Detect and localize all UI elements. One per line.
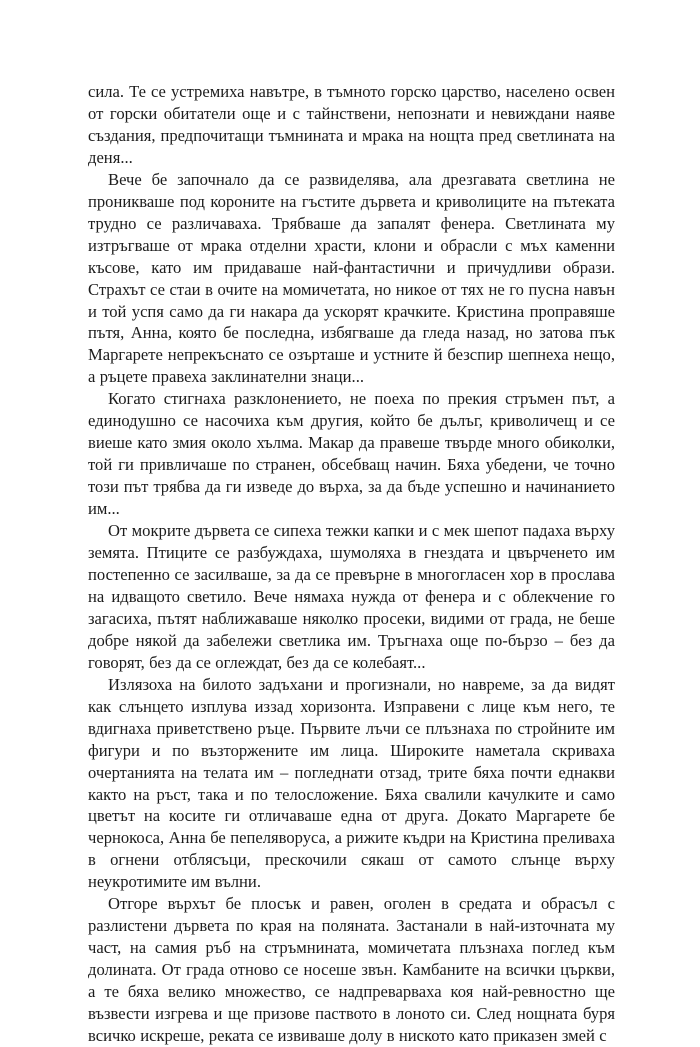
paragraph-3: Когато стигнаха разклонението, не поеха по прекия стръмен път, а единодушно се насочиха към другия, който бе дълъг, криволичещ и се виеше като змия около хълма. Макар да правеше твърде много обиколки, той ги привличаше по странен, обсебващ начин. Бяха убедени, че точно този път трябва да ги изведе до върха, за да бъде успешно и начинанието им... — [88, 389, 615, 519]
paragraph-2: Вече бе започнало да се развиделява, ала дрезгавата светлина не проникваше под короните на гъстите дървета и криволиците на пътеката трудно се различаваха. Трябваше да запалят фенера. Светлината му изтръгваше от мрака отделни храсти, клони и обрасли с мъх каменни късове, като им придаваше най-фантастични и причудливи образи. Страхът се стаи в очите на момичетата, но никое от тях не го пусна навън и той успя само да ги накара да ускорят крачките. Кристина проправяше пътя, Анна, която бе последна, избягваше да гледа назад, но затова пък Маргарете непрекъснато се озърташе и устните й безспир шепнеха нещо, а ръцете правеха заклинателни знаци... — [88, 169, 615, 387]
paragraph-1: сила. Те се устремиха навътре, в тъмното горско царство, населено освен от горски обитатели още и с тайнствени, непознати и невиждани наяве създания, предпочитащи тъмнината и мрака на нощта пред светлината на деня... — [88, 82, 615, 167]
paragraph-6: Отгоре върхът бе плосък и равен, оголен в средата и обрасъл с разлистени дървета по края на поляната. Застанали в най-източната му част, на самия ръб на стръмнината, момичетата плъзнаха поглед към долината. От града отново се носеше звън. Камбаните на всички църкви, а те бяха велико множество, се надпреварваха коя най-ревностно ще възвести изгрева и ще призове паството в лоното си. След нощната буря всичко искреше, реката се извиваше долу в ниското като приказен змей с — [88, 894, 615, 1045]
paragraph-4: От мокрите дървета се сипеха тежки капки и с мек шепот падаха върху земята. Птиците се разбуждаха, шумоляха в гнездата и цвърченето им постепенно се засилваше, за да се превърне в многогласен хор в прослава на идващото светило. Вече нямаха нужда от фенера и с облекчение го загасиха, пътят наближаваше няколко просеки, видими от града, не беше добре някой да забележи светлика им. Тръгнаха още по-бързо – без да говорят, без да се оглеждат, без да се колебаят... — [88, 521, 615, 672]
document-page — [88, 81, 615, 1047]
paragraph-5: Излязоха на билото задъхани и прогизнали, но навреме, за да видят как слънцето изплува иззад хоризонта. Изправени с лице към него, те вдигнаха приветствено ръце. Първите лъчи се плъзнаха по стройните им фигури и по възторжените им лица. Широките наметала скриваха очертанията на телата им – погледнати отзад, трите бяха почти еднакви както на ръст, така и по телосложение. Бяха свалили качулките и само цветът на косите ги отличаваше една от друга. Докато Маргарете бе чернокоса, Анна бе пепеляворуса, а рижите къдри на Кристина преливаха в огнени отблясъци, прескочили сякаш от самото слънце върху неукротимите им вълни. — [88, 674, 615, 892]
